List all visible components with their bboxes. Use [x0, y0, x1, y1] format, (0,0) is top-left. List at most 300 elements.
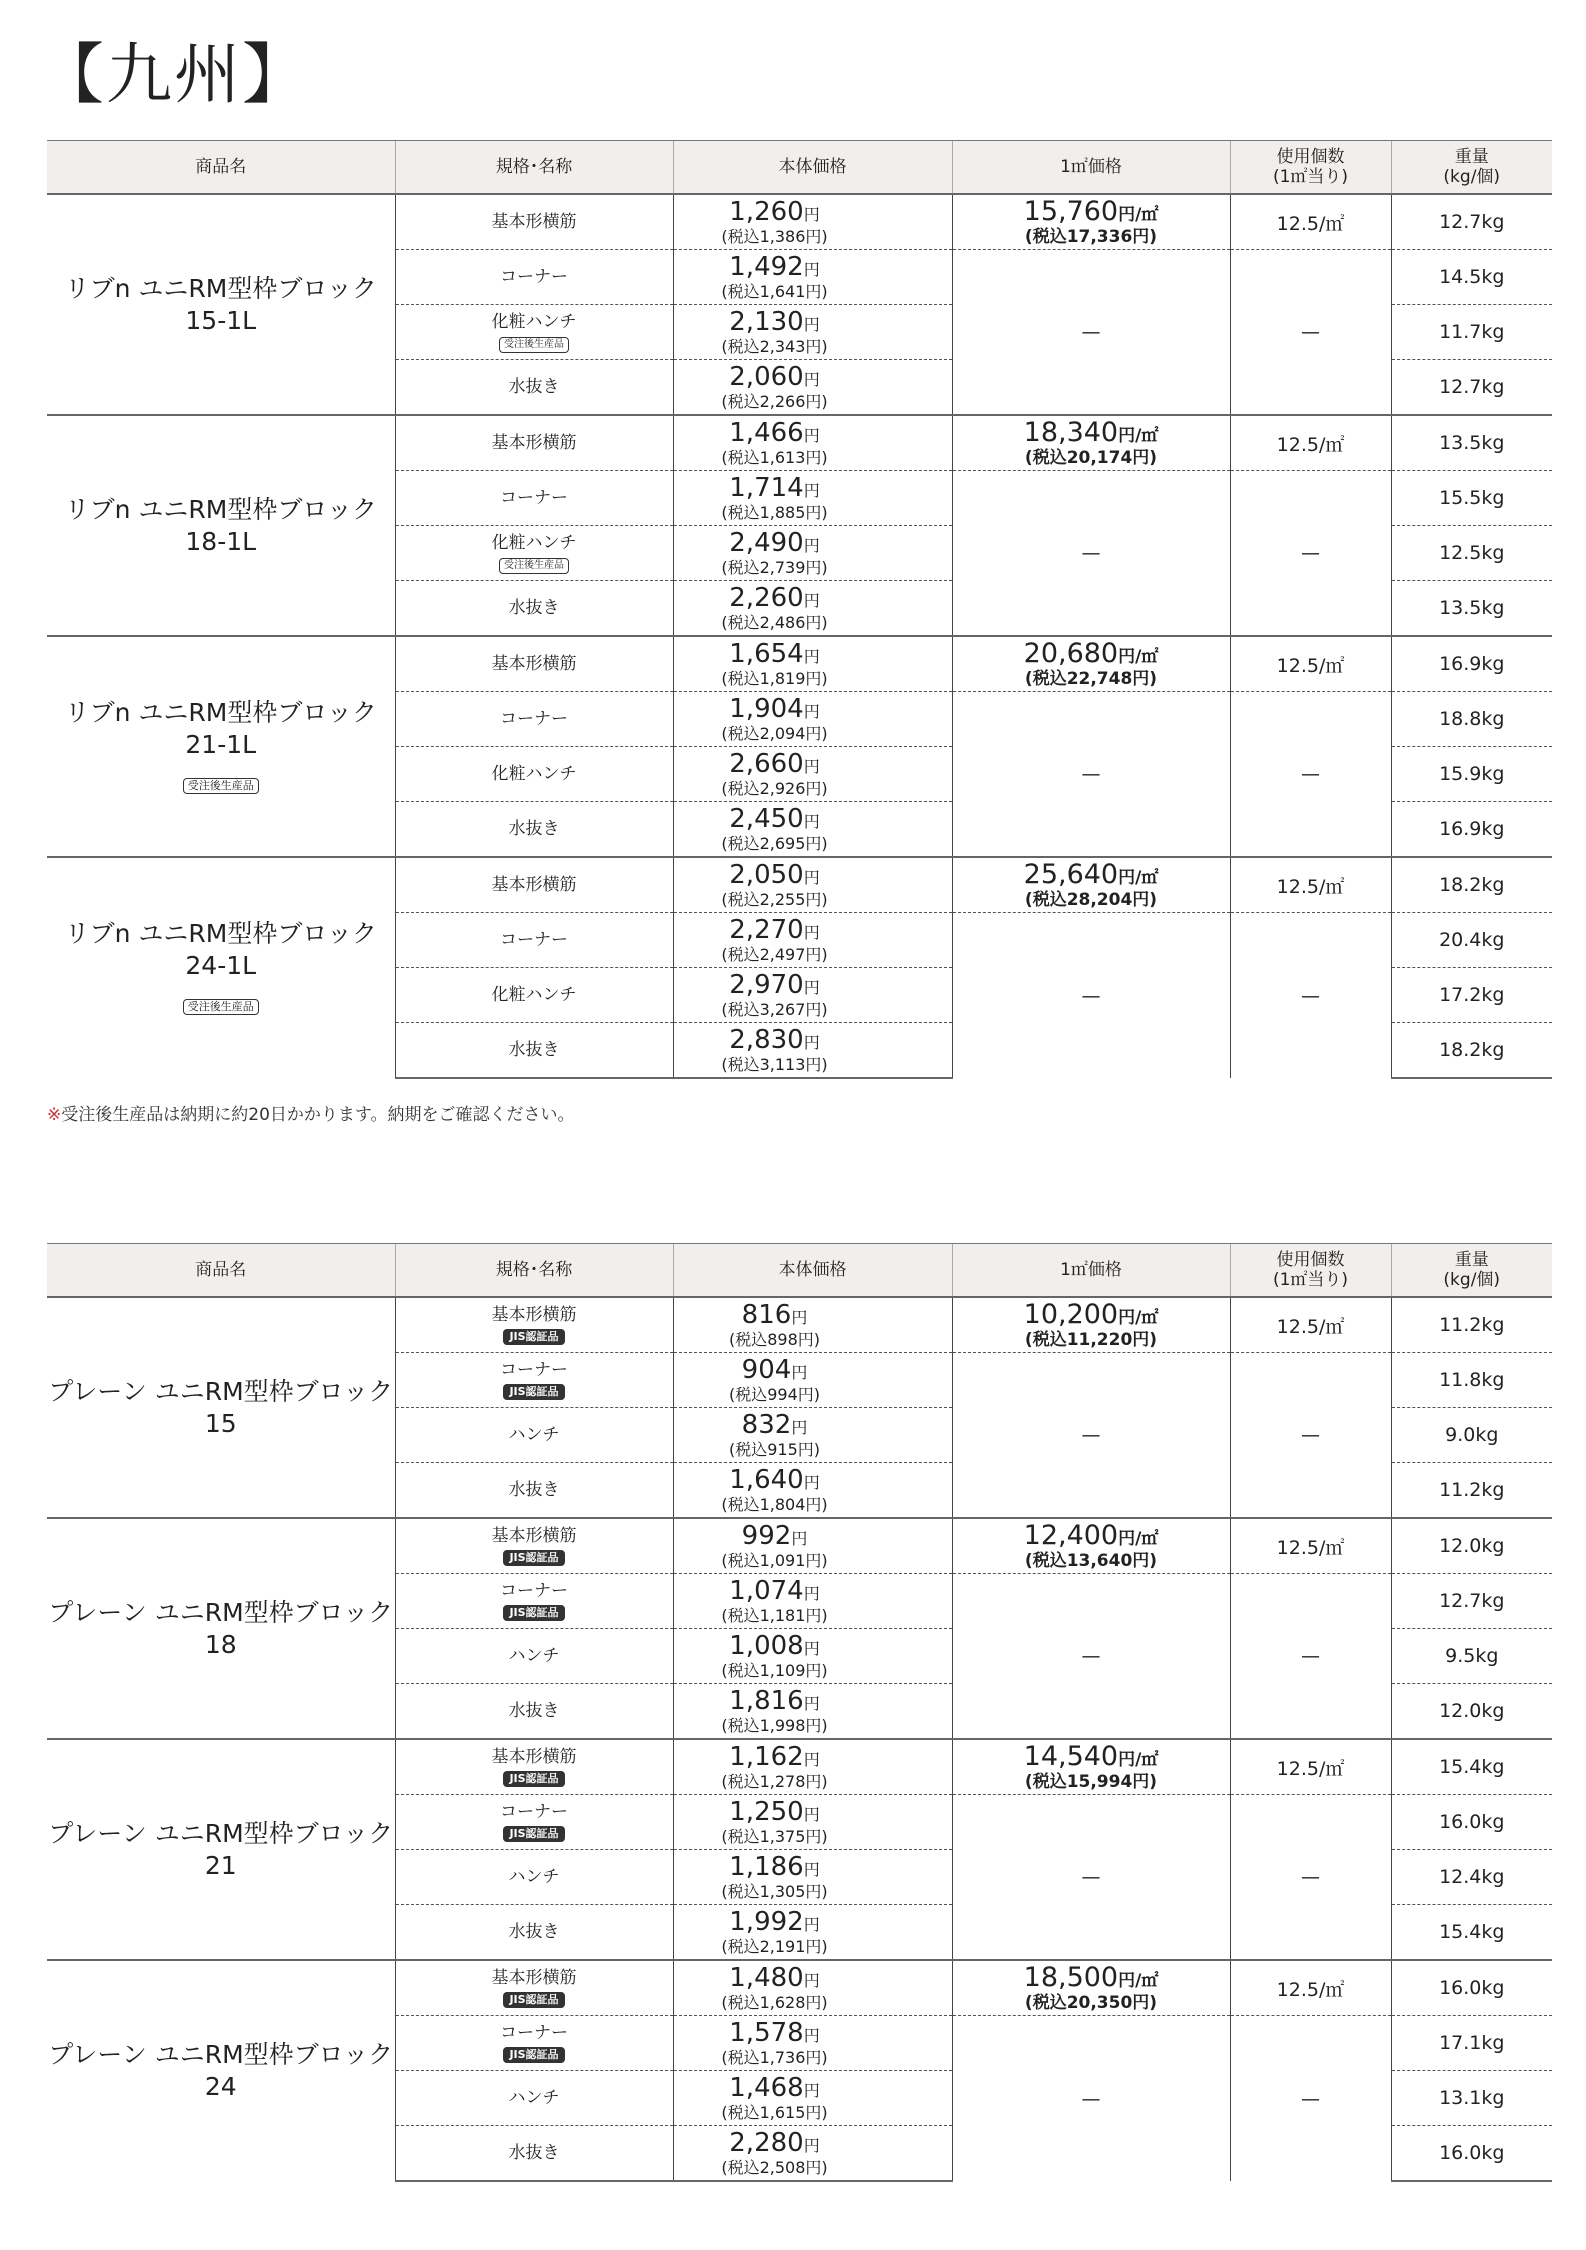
price-value	[674, 2072, 876, 2104]
weight-cell: 9.0kg	[1391, 1408, 1552, 1463]
yen-unit: 円	[791, 1307, 808, 1327]
m2-price-cell	[952, 194, 1230, 250]
price-cell	[673, 1629, 952, 1684]
price-tax: (税込1,386円)	[721, 226, 828, 246]
weight-cell: 12.4kg	[1391, 1850, 1552, 1905]
price-cell	[673, 1353, 952, 1408]
spec-cell	[395, 1297, 673, 1353]
header-spec: 規格･名称	[395, 141, 673, 195]
price-cell	[673, 1960, 952, 2016]
usage-cell: 12.5/㎡	[1230, 1739, 1391, 1795]
header-price: 本体価格	[673, 141, 952, 195]
yen-unit: 円	[803, 1472, 820, 1492]
m2-price-dash: —	[952, 250, 1230, 416]
usage-dash: —	[1230, 250, 1391, 416]
price-cell	[673, 471, 952, 526]
spec-cell	[395, 1408, 673, 1463]
spec-label: 化粧ハンチ	[491, 311, 577, 332]
weight-cell: 14.5kg	[1391, 250, 1552, 305]
header-usage	[1230, 1244, 1391, 1298]
m2-price-number: 12,400	[1023, 1519, 1119, 1551]
header-weight	[1391, 1244, 1552, 1298]
price-cell	[673, 2126, 952, 2182]
m2-price-tax: (税込17,336円)	[1024, 226, 1158, 247]
table-row	[47, 857, 1552, 913]
weight-cell: 13.5kg	[1391, 415, 1552, 471]
header-product-name: 商品名	[47, 1244, 395, 1298]
product-name-cell	[47, 1739, 395, 1960]
price-value	[674, 914, 876, 946]
weight-cell: 12.0kg	[1391, 1684, 1552, 1740]
weight-cell: 12.5kg	[1391, 526, 1552, 581]
header-weight	[1391, 141, 1552, 195]
price-cell	[673, 2016, 952, 2071]
spec-cell	[395, 360, 673, 416]
yen-unit: 円	[803, 204, 820, 224]
table-row	[47, 1297, 1552, 1353]
price-number: 1,578	[729, 2017, 804, 2048]
product-name: リブn ユニRM型枠ブロック	[64, 273, 377, 303]
yen-unit: 円	[803, 259, 820, 279]
header-weight-unit: (kg/個)	[1443, 167, 1501, 187]
m2-price-tax: (税込20,350円)	[1024, 1992, 1158, 2013]
spec-label: 化粧ハンチ	[491, 985, 577, 1005]
yen-unit: 円	[803, 1859, 820, 1879]
price-cell	[673, 250, 952, 305]
usage-dash: —	[1230, 2016, 1391, 2182]
price-cell	[673, 747, 952, 802]
header-weight-label: 重量	[1454, 1250, 1489, 1270]
spec-cell	[395, 1463, 673, 1519]
product-badge-wrap	[47, 765, 395, 797]
yen-unit: 円	[803, 646, 820, 666]
price-number: 832	[741, 1409, 792, 1440]
jis-badge: JIS認証品	[503, 1992, 564, 2008]
price-number: 2,830	[729, 1024, 804, 1055]
m2-unit: 円/㎡	[1118, 867, 1159, 888]
price-number: 1,008	[729, 1630, 804, 1661]
made-to-order-badge: 受注後生産品	[183, 778, 259, 794]
price-cell	[673, 802, 952, 858]
price-tax: (税込2,926円)	[721, 778, 828, 798]
price-number: 1,260	[729, 196, 804, 227]
price-number: 1,162	[729, 1741, 804, 1772]
price-value	[674, 306, 876, 338]
product-code: 15	[204, 1408, 237, 1438]
yen-unit: 円	[803, 480, 820, 500]
price-value	[674, 1409, 876, 1441]
price-number: 1,466	[729, 417, 804, 448]
price-value	[674, 472, 876, 504]
yen-unit: 円	[803, 314, 820, 334]
price-number: 2,060	[729, 361, 804, 392]
price-number: 1,654	[729, 638, 804, 669]
price-value	[674, 1685, 876, 1717]
header-spec: 規格･名称	[395, 1244, 673, 1298]
price-tax: (税込1,628円)	[721, 1992, 828, 2012]
price-cell	[673, 1850, 952, 1905]
price-number: 2,270	[729, 914, 804, 945]
spec-cell	[395, 415, 673, 471]
weight-cell: 11.7kg	[1391, 305, 1552, 360]
spec-cell	[395, 857, 673, 913]
product-code: 21-1L	[185, 729, 257, 759]
weight-cell: 12.7kg	[1391, 360, 1552, 416]
m2-price-tax: (税込22,748円)	[1024, 668, 1158, 689]
m2-price-dash: —	[952, 1574, 1230, 1740]
weight-cell: 11.8kg	[1391, 1353, 1552, 1408]
spec-cell	[395, 968, 673, 1023]
product-code: 24	[204, 2072, 237, 2101]
m2-unit: 円/㎡	[1118, 1307, 1159, 1328]
yen-unit: 円	[803, 1583, 820, 1603]
weight-cell: 11.2kg	[1391, 1297, 1552, 1353]
spec-label: コーナー	[500, 2023, 568, 2043]
spec-label: ハンチ	[508, 1646, 560, 1666]
m2-price-cell	[952, 1960, 1230, 2016]
price-cell	[673, 1297, 952, 1353]
m2-price-value	[953, 416, 1230, 449]
m2-price-number: 15,760	[1023, 195, 1119, 227]
weight-cell: 12.7kg	[1391, 1574, 1552, 1629]
price-tax: (税込915円)	[728, 1439, 821, 1459]
price-number: 2,490	[729, 527, 804, 558]
price-tax: (税込2,094円)	[721, 723, 828, 743]
spec-label: コーナー	[500, 1360, 568, 1380]
price-tax: (税込994円)	[728, 1384, 821, 1404]
price-tax: (税込2,343円)	[721, 336, 828, 356]
yen-unit: 円	[791, 1362, 808, 1382]
price-tax: (税込1,885円)	[721, 502, 828, 522]
spec-label: コーナー	[500, 488, 568, 508]
price-number: 904	[741, 1354, 792, 1385]
product-code: 21	[204, 1850, 237, 1880]
weight-cell: 13.1kg	[1391, 2071, 1552, 2126]
price-cell	[673, 1905, 952, 1961]
spec-cell	[395, 1574, 673, 1629]
spec-label: 基本形横筋	[491, 433, 577, 453]
spec-cell	[395, 802, 673, 858]
header-usage-unit: (1㎡当り)	[1272, 1270, 1349, 1290]
spec-label: コーナー	[500, 930, 568, 950]
price-tax: (税込1,305円)	[721, 1881, 828, 1901]
yen-unit: 円	[803, 811, 820, 831]
price-tax: (税込1,736円)	[721, 2047, 828, 2067]
weight-cell: 11.2kg	[1391, 1463, 1552, 1519]
price-table-ribn	[47, 140, 1552, 1079]
yen-unit: 円	[803, 590, 820, 610]
yen-unit: 円	[803, 2025, 820, 2045]
product-code: 24-1L	[185, 951, 257, 980]
price-number: 816	[741, 1299, 792, 1330]
weight-cell: 13.5kg	[1391, 581, 1552, 637]
weight-cell: 9.5kg	[1391, 1629, 1552, 1684]
price-tax: (税込1,613円)	[721, 447, 828, 467]
spec-label: 水抜き	[508, 1701, 560, 1721]
spec-label: コーナー	[500, 1581, 568, 1601]
price-value	[674, 1906, 876, 1938]
price-number: 2,450	[729, 803, 804, 834]
yen-unit: 円	[803, 701, 820, 721]
usage-dash: —	[1230, 692, 1391, 858]
usage-cell: 12.5/㎡	[1230, 1297, 1391, 1353]
price-number: 1,250	[729, 1796, 804, 1827]
spec-label: 基本形横筋	[491, 1968, 577, 1988]
price-cell	[673, 2071, 952, 2126]
m2-price-cell	[952, 415, 1230, 471]
yen-unit: 円	[803, 867, 820, 887]
price-number: 1,816	[729, 1685, 804, 1716]
m2-price-number: 18,500	[1023, 1961, 1119, 1993]
jis-badge: JIS認証品	[503, 1384, 564, 1400]
yen-unit: 円	[803, 922, 820, 942]
price-number: 1,186	[729, 1851, 804, 1882]
header-product-name: 商品名	[47, 141, 395, 195]
spec-cell	[395, 747, 673, 802]
table-header-row	[47, 1244, 1552, 1298]
table-row	[47, 1739, 1552, 1795]
usage-cell: 12.5/㎡	[1230, 636, 1391, 692]
price-cell	[673, 636, 952, 692]
price-tax: (税込3,113円)	[721, 1054, 828, 1074]
m2-price-value	[953, 1298, 1230, 1331]
product-name-cell	[47, 1297, 395, 1518]
m2-price-cell	[952, 1297, 1230, 1353]
price-value	[674, 1464, 876, 1496]
product-name-cell	[47, 636, 395, 857]
jis-badge: JIS認証品	[503, 1771, 564, 1787]
price-cell	[673, 913, 952, 968]
m2-unit: 円/㎡	[1118, 1528, 1159, 1549]
price-cell	[673, 194, 952, 250]
page-title: 【九州】	[38, 36, 310, 113]
spec-cell	[395, 1629, 673, 1684]
usage-dash: —	[1230, 1574, 1391, 1740]
price-tax: (税込2,255円)	[721, 889, 828, 909]
spec-cell	[395, 1023, 673, 1079]
price-tax: (税込2,191円)	[721, 1936, 828, 1956]
price-value	[674, 748, 876, 780]
yen-unit: 円	[803, 2080, 820, 2100]
yen-unit: 円	[791, 1528, 808, 1548]
spec-label: 水抜き	[508, 819, 560, 839]
spec-cell	[395, 1795, 673, 1850]
yen-unit: 円	[803, 369, 820, 389]
price-value	[674, 1962, 876, 1994]
spec-cell	[395, 526, 673, 581]
price-number: 992	[741, 1520, 792, 1551]
product-name: リブn ユニRM型枠ブロック	[64, 494, 377, 524]
price-tax: (税込3,267円)	[721, 999, 828, 1019]
price-number: 2,970	[729, 969, 804, 1000]
spec-label: 基本形横筋	[491, 1747, 577, 1767]
price-value	[674, 417, 876, 449]
price-number: 1,074	[729, 1575, 804, 1606]
usage-dash: —	[1230, 1353, 1391, 1519]
price-value	[674, 1575, 876, 1607]
price-tax: (税込2,497円)	[721, 944, 828, 964]
m2-price-tax: (税込11,220円)	[1024, 1329, 1158, 1350]
spec-cell	[395, 2016, 673, 2071]
yen-unit: 円	[803, 1970, 820, 1990]
price-number: 1,480	[729, 1962, 804, 1993]
spec-cell	[395, 1518, 673, 1574]
spec-cell	[395, 305, 673, 360]
spec-cell	[395, 1684, 673, 1740]
product-badge-wrap	[47, 986, 395, 1018]
price-value	[674, 803, 876, 835]
weight-cell: 12.0kg	[1391, 1518, 1552, 1574]
usage-cell: 12.5/㎡	[1230, 194, 1391, 250]
price-cell	[673, 1023, 952, 1079]
jis-badge: JIS認証品	[503, 1329, 564, 1345]
table-row	[47, 1518, 1552, 1574]
weight-cell: 17.2kg	[1391, 968, 1552, 1023]
price-number: 2,050	[729, 859, 804, 890]
price-cell	[673, 692, 952, 747]
price-cell	[673, 1463, 952, 1519]
note-mark: ※	[47, 1105, 62, 1125]
header-weight-unit: (kg/個)	[1443, 1270, 1501, 1290]
product-code: 15-1L	[185, 305, 257, 335]
price-value	[674, 527, 876, 559]
spec-label: 化粧ハンチ	[491, 764, 577, 784]
price-tax: (税込2,266円)	[721, 391, 828, 411]
header-usage-unit: (1㎡当り)	[1272, 167, 1349, 187]
spec-label: ハンチ	[508, 1425, 560, 1445]
yen-unit: 円	[803, 535, 820, 555]
weight-cell: 18.2kg	[1391, 857, 1552, 913]
m2-price-number: 14,540	[1023, 1740, 1119, 1772]
spec-label: コーナー	[500, 709, 568, 729]
m2-price-value	[953, 1519, 1230, 1552]
price-tax: (税込1,375円)	[721, 1826, 828, 1846]
spec-label: コーナー	[500, 1802, 568, 1822]
weight-cell: 16.9kg	[1391, 802, 1552, 858]
price-value	[674, 361, 876, 393]
m2-unit: 円/㎡	[1118, 1749, 1159, 1770]
m2-price-value	[953, 195, 1230, 228]
header-price: 本体価格	[673, 1244, 952, 1298]
price-value	[674, 1796, 876, 1828]
m2-price-dash: —	[952, 1353, 1230, 1519]
usage-cell: 12.5/㎡	[1230, 1518, 1391, 1574]
m2-unit: 円/㎡	[1118, 1970, 1159, 1991]
m2-price-tax: (税込15,994円)	[1024, 1771, 1158, 1792]
usage-dash: —	[1230, 1795, 1391, 1961]
price-cell	[673, 526, 952, 581]
spec-cell	[395, 1905, 673, 1961]
product-name: プレーン ユニRM型枠ブロック	[48, 2040, 394, 2069]
spec-cell	[395, 1353, 673, 1408]
table-row	[47, 636, 1552, 692]
jis-badge: JIS認証品	[503, 1550, 564, 1566]
m2-unit: 円/㎡	[1118, 425, 1159, 446]
spec-cell	[395, 1850, 673, 1905]
weight-cell: 15.5kg	[1391, 471, 1552, 526]
usage-dash: —	[1230, 471, 1391, 637]
price-tax: (税込1,278円)	[721, 1771, 828, 1791]
table-row	[47, 1960, 1552, 2016]
weight-cell: 18.8kg	[1391, 692, 1552, 747]
product-name: プレーン ユニRM型枠ブロック	[48, 1597, 394, 1627]
m2-price-dash: —	[952, 471, 1230, 637]
spec-cell	[395, 1960, 673, 2016]
yen-unit: 円	[803, 425, 820, 445]
price-value	[674, 969, 876, 1001]
spec-label: 基本形横筋	[491, 1305, 577, 1325]
m2-price-value	[953, 637, 1230, 670]
spec-label: 水抜き	[508, 1040, 560, 1060]
price-cell	[673, 305, 952, 360]
spec-label: ハンチ	[508, 1867, 560, 1887]
m2-price-tax: (税込28,204円)	[1024, 889, 1158, 910]
spec-cell	[395, 913, 673, 968]
price-table-plain	[47, 1243, 1552, 2182]
m2-price-dash: —	[952, 1795, 1230, 1961]
price-number: 2,260	[729, 582, 804, 613]
price-value	[674, 582, 876, 614]
product-name: プレーン ユニRM型枠ブロック	[48, 1818, 394, 1848]
price-tax: (税込1,109円)	[721, 1660, 828, 1680]
m2-unit: 円/㎡	[1118, 646, 1159, 667]
spec-cell	[395, 636, 673, 692]
spec-cell	[395, 2071, 673, 2126]
price-value	[674, 859, 876, 891]
yen-unit: 円	[803, 756, 820, 776]
table-header-row	[47, 141, 1552, 195]
price-cell	[673, 1739, 952, 1795]
price-cell	[673, 581, 952, 637]
m2-price-number: 10,200	[1023, 1298, 1119, 1330]
product-name-cell	[47, 415, 395, 636]
price-cell	[673, 415, 952, 471]
weight-cell: 16.0kg	[1391, 1960, 1552, 2016]
yen-unit: 円	[803, 1638, 820, 1658]
price-cell	[673, 1795, 952, 1850]
price-tax: (税込2,739円)	[721, 557, 828, 577]
spec-cell	[395, 2126, 673, 2182]
price-number: 2,280	[729, 2127, 804, 2158]
m2-price-number: 25,640	[1023, 858, 1119, 890]
m2-price-tax: (税込20,174円)	[1024, 447, 1158, 468]
spec-label: 水抜き	[508, 1922, 560, 1942]
spec-cell	[395, 692, 673, 747]
weight-cell: 20.4kg	[1391, 913, 1552, 968]
price-tax: (税込1,819円)	[721, 668, 828, 688]
weight-cell: 15.4kg	[1391, 1739, 1552, 1795]
price-cell	[673, 968, 952, 1023]
price-tax: (税込1,641円)	[721, 281, 828, 301]
header-usage	[1230, 141, 1391, 195]
price-value	[674, 2127, 876, 2159]
usage-dash: —	[1230, 913, 1391, 1079]
spec-label: 基本形横筋	[491, 1526, 577, 1546]
header-usage-label: 使用個数	[1276, 1250, 1345, 1270]
spec-label: ハンチ	[508, 2088, 560, 2108]
weight-cell: 18.2kg	[1391, 1023, 1552, 1079]
spec-cell	[395, 581, 673, 637]
price-value	[674, 1741, 876, 1773]
usage-cell: 12.5/㎡	[1230, 857, 1391, 913]
yen-unit: 円	[803, 977, 820, 997]
m2-price-cell	[952, 857, 1230, 913]
spec-label: 水抜き	[508, 377, 560, 397]
spec-label: コーナー	[500, 267, 568, 287]
jis-badge: JIS認証品	[503, 1605, 564, 1621]
product-name-cell	[47, 1960, 395, 2181]
m2-price-number: 20,680	[1023, 637, 1119, 669]
